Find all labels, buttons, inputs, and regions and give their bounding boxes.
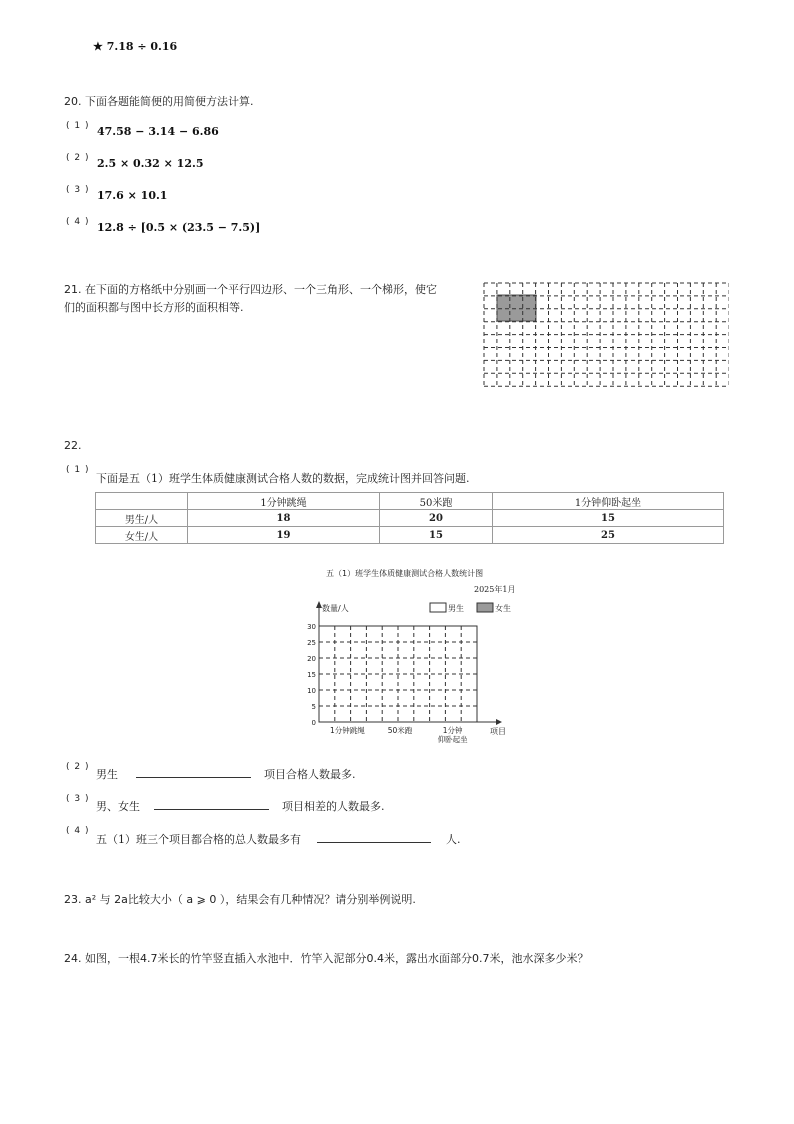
q22-part3-line: 男、女生 项目相差的人数最多. — [96, 800, 385, 813]
q22-title: 22. — [64, 439, 82, 452]
table-row-label: 男生/人 — [96, 510, 188, 527]
table-cell: 15 — [380, 527, 493, 544]
table-cell: 18 — [188, 510, 380, 527]
chart-subtitle: 2025年1月 — [474, 585, 516, 594]
q20-item-4-expression: 12.8 ÷ [0.5 × (23.5 − 7.5)] — [97, 221, 261, 234]
q21-text-line1: 21. 在下面的方格纸中分别画一个平行四边形、一个三角形、一个梯形，使它 — [64, 283, 437, 296]
x-tick-label: 1分钟 — [442, 726, 463, 735]
answer-blank-2[interactable] — [136, 767, 251, 778]
q22-part1-index: ( 1 ) — [66, 465, 90, 475]
y-axis-label: 数量/人 — [322, 604, 349, 613]
q19-expression: ★ 7.18 ÷ 0.16 — [93, 40, 178, 53]
y-tick-labels — [307, 623, 316, 727]
y-tick-label: 15 — [307, 671, 316, 679]
table-header-cell: 1分钟跳绳 — [188, 493, 380, 510]
x-tick-label: 50米跑 — [387, 726, 413, 735]
answer-blank-3[interactable] — [154, 799, 269, 810]
table-row — [96, 527, 724, 544]
q20-item-1-index: ( 1 ) — [66, 121, 90, 131]
legend-swatch — [430, 603, 446, 612]
q21-text-line2: 们的面积都与图中长方形的面积相等. — [64, 301, 244, 314]
grid-rectangle — [497, 295, 536, 321]
table-cell: 20 — [380, 510, 493, 527]
q21-grid-paper — [483, 282, 729, 388]
y-tick-label: 5 — [311, 703, 316, 711]
y-tick-label: 10 — [307, 687, 316, 695]
chart-grid — [319, 626, 477, 722]
table-cell: 25 — [493, 527, 724, 544]
q20-item-2-index: ( 2 ) — [66, 153, 90, 163]
table-row — [96, 510, 724, 527]
table-header-row — [96, 493, 724, 510]
legend-swatch — [477, 603, 493, 612]
chart-legend — [430, 603, 511, 613]
data-table — [95, 492, 724, 544]
q22-part4-line: 五（1）班三个项目都合格的总人数最多有 人. — [96, 833, 461, 846]
star-icon: ★ — [93, 40, 103, 53]
y-tick-label: 0 — [311, 719, 316, 727]
q20-item-3-expression: 17.6 × 10.1 — [97, 189, 168, 202]
x-tick-label: 1分钟跳绳 — [329, 726, 365, 735]
q22-part2-line: 男生 项目合格人数最多. — [96, 768, 356, 781]
q22-part4-index: ( 4 ) — [66, 826, 90, 836]
table-cell: 19 — [188, 527, 380, 544]
table-header-cell: 50米跑 — [380, 493, 493, 510]
table-header-cell: 1分钟仰卧起坐 — [493, 493, 724, 510]
bar-chart — [300, 596, 530, 746]
q23-text: 23. a² 与 2a比较大小（ a ⩾ 0 ），结果会有几种情况？请分别举例说明. — [64, 893, 416, 906]
q22-part3-index: ( 3 ) — [66, 794, 90, 804]
legend-label: 女生 — [495, 604, 511, 613]
q20-item-1-expression: 47.58 − 3.14 − 6.86 — [97, 125, 219, 138]
q20-item-2-expression: 2.5 × 0.32 × 12.5 — [97, 157, 204, 170]
q20-item-4-index: ( 4 ) — [66, 217, 90, 227]
x-axis-label: 项目 — [490, 727, 506, 736]
q20-title: 20. 下面各题能简便的用简便方法计算. — [64, 95, 254, 108]
table-cell: 15 — [493, 510, 724, 527]
legend-label: 男生 — [448, 604, 464, 613]
y-tick-label: 25 — [307, 639, 316, 647]
y-tick-label: 20 — [307, 655, 316, 663]
x-tick-labels — [330, 725, 468, 744]
answer-blank-4[interactable] — [317, 832, 431, 843]
y-tick-label: 30 — [307, 623, 316, 631]
q22-part2-index: ( 2 ) — [66, 762, 90, 772]
chart-title: 五（1）班学生体质健康测试合格人数统计图 — [326, 569, 484, 578]
table-header-cell — [96, 493, 188, 510]
table-row-label: 女生/人 — [96, 527, 188, 544]
x-tick-label: 仰卧起坐 — [437, 735, 468, 744]
q20-item-3-index: ( 3 ) — [66, 185, 90, 195]
x-axis-arrow-icon — [496, 719, 502, 725]
q22-part1-text: 下面是五（1）班学生体质健康测试合格人数的数据，完成统计图并回答问题. — [96, 472, 470, 485]
q24-text: 24. 如图，一根4.7米长的竹竿竖直插入水池中．竹竿入泥部分0.4米，露出水面部分0.7米，池水深多少米？ — [64, 952, 589, 965]
